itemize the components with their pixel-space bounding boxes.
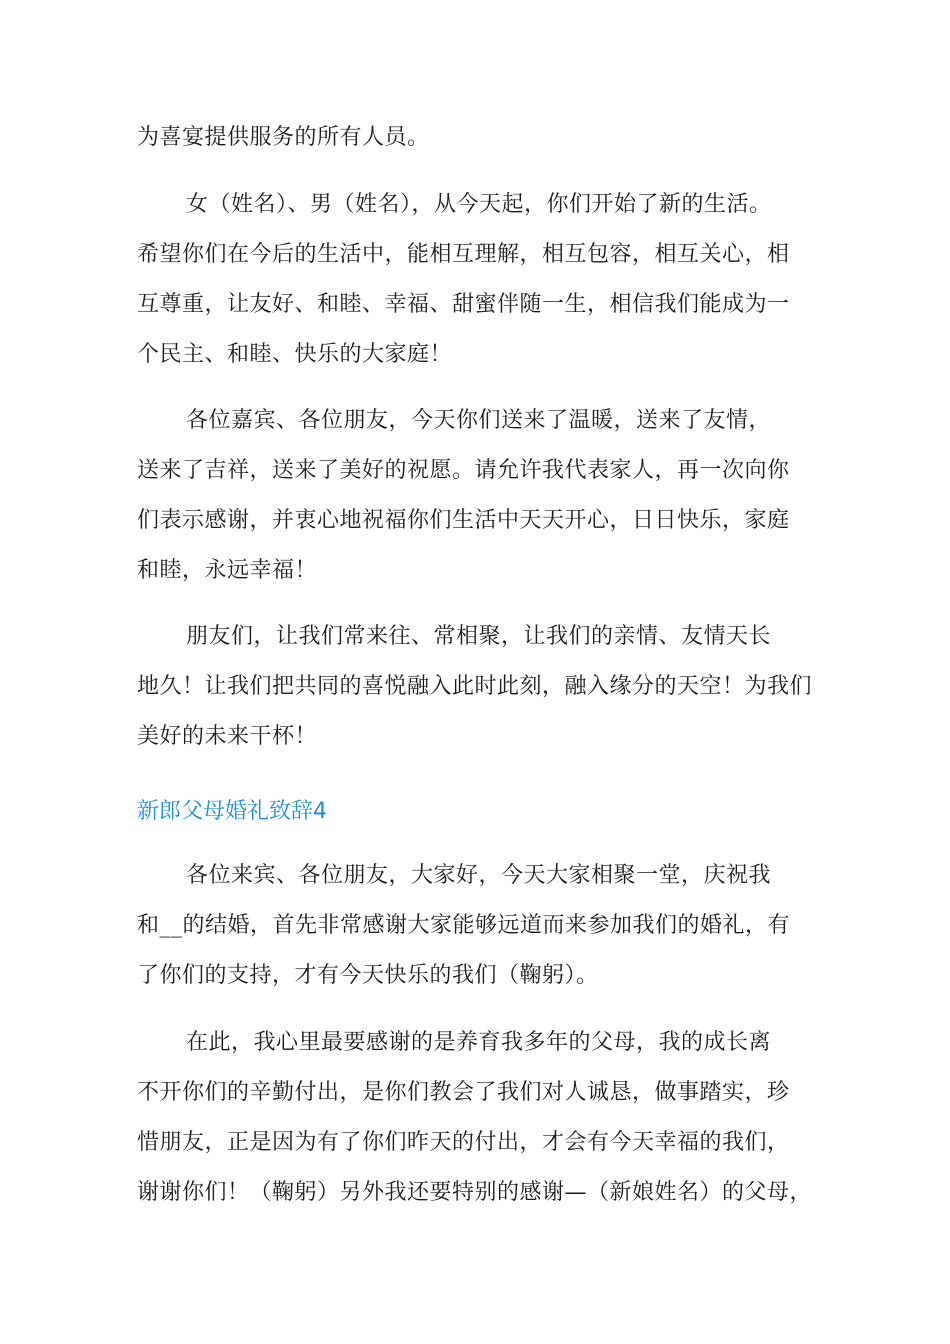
paragraph-line: 朋友们，让我们常来往、常相聚，让我们的亲情、友情天长 [186,624,772,649]
paragraph-line: 在此，我心里最要感谢的是养育我多年的父母，我的成长离 [186,1030,772,1055]
paragraph-line: 惜朋友，正是因为有了你们昨天的付出，才会有今天幸福的我们， [137,1130,790,1155]
paragraph-line: 各位嘉宾、各位朋友，今天你们送来了温暖，送来了友情， [186,408,772,433]
section-heading: 新郎父母婚礼致辞4 [137,799,327,824]
paragraph-line: 和__的结婚，首先非常感谢大家能够远道而来参加我们的婚礼，有 [137,913,791,938]
paragraph-line: 送来了吉祥，送来了美好的祝愿。请允许我代表家人，再一次向你 [137,458,790,483]
paragraph-line: 美好的未来干杯！ [137,724,318,749]
paragraph-line: 为喜宴提供服务的所有人员。 [137,125,430,150]
paragraph-line: 女（姓名）、男（姓名），从今天起，你们开始了新的生活。 [186,192,772,217]
paragraph-line: 和睦，永远幸福！ [137,558,318,583]
paragraph-line: 希望你们在今后的生活中，能相互理解，相互包容，相互关心，相 [137,242,790,267]
paragraph-line: 不开你们的辛勤付出，是你们教会了我们对人诚恳，做事踏实，珍 [137,1080,790,1105]
paragraph-line: 了你们的支持，才有今天快乐的我们（鞠躬）。 [137,963,599,988]
paragraph-line: 谢谢你们！（鞠躬）另外我还要特别的感谢—（新娘姓名）的父母， [137,1180,813,1205]
paragraph-line: 各位来宾、各位朋友，大家好，今天大家相聚一堂，庆祝我 [186,863,772,888]
paragraph-line: 们表示感谢，并衷心地祝福你们生活中天天开心，日日快乐，家庭 [137,508,790,533]
paragraph-line: 地久！让我们把共同的喜悦融入此时此刻，融入缘分的天空！为我们 [137,674,813,699]
paragraph-line: 个民主、和睦、快乐的大家庭！ [137,342,453,367]
paragraph-line: 互尊重，让友好、和睦、幸福、甜蜜伴随一生，相信我们能成为一 [137,292,790,317]
